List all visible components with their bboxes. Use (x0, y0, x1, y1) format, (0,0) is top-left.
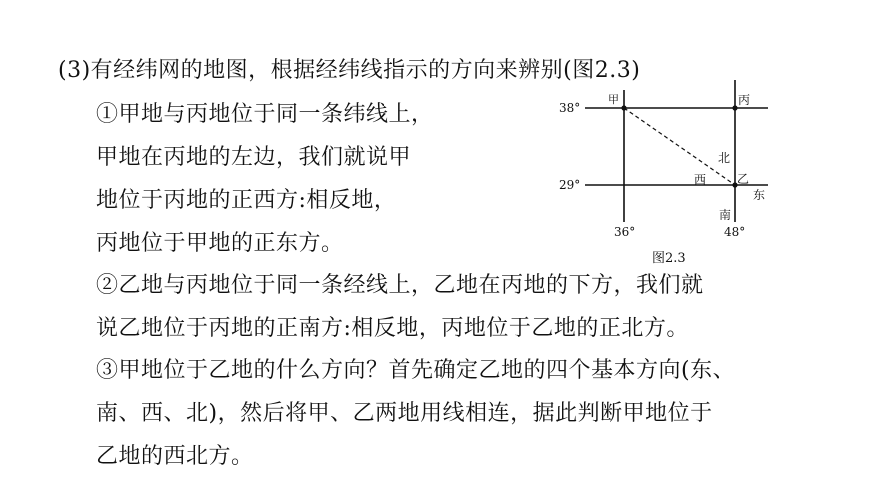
direction-label-north: 北 (718, 151, 731, 165)
latitude-label-top: 38° (559, 101, 581, 115)
paragraph-2-line-2: 说乙地位于丙地的正南方:相反地，丙地位于乙地的正北方。 (96, 316, 689, 341)
latitude-label-bottom: 29° (559, 178, 581, 192)
direction-label-south: 南 (719, 208, 732, 222)
paragraph-3-line-2: 南、西、北)，然后将甲、乙两地用线相连，据此判断甲地位于 (96, 401, 713, 426)
place-jia-point (621, 105, 626, 110)
place-label-yi: 乙 (737, 172, 750, 186)
paragraph-2-line-1: ②乙地与丙地位于同一条经线上，乙地在丙地的下方，我们就 (96, 273, 704, 298)
jia-yi-connection-line (624, 108, 735, 185)
longitude-label-right: 48° (724, 225, 746, 239)
section-heading: (3)有经纬网的地图，根据经纬线指示的方向来辨别(图2.3) (58, 58, 641, 83)
place-bing-point (732, 105, 737, 110)
direction-label-east: 东 (753, 188, 766, 202)
paragraph-1-line-1: ①甲地与丙地位于同一条纬线上， (96, 102, 434, 127)
paragraph-1-line-4: 丙地位于甲地的正东方。 (96, 231, 344, 256)
place-label-jia: 甲 (608, 93, 619, 106)
place-label-bing: 丙 (738, 93, 751, 107)
longitude-label-left: 36° (614, 225, 636, 239)
paragraph-1-line-3: 地位于丙地的正西方:相反地， (96, 188, 397, 213)
paragraph-3-line-1: ③甲地位于乙地的什么方向？首先确定乙地的四个基本方向(东、 (96, 358, 736, 383)
figure-caption: 图2.3 (652, 251, 686, 266)
direction-label-west: 西 (694, 173, 707, 187)
paragraph-3-line-3: 乙地的西北方。 (96, 444, 254, 469)
paragraph-1-line-2: 甲地在丙地的左边，我们就说甲 (96, 145, 412, 170)
